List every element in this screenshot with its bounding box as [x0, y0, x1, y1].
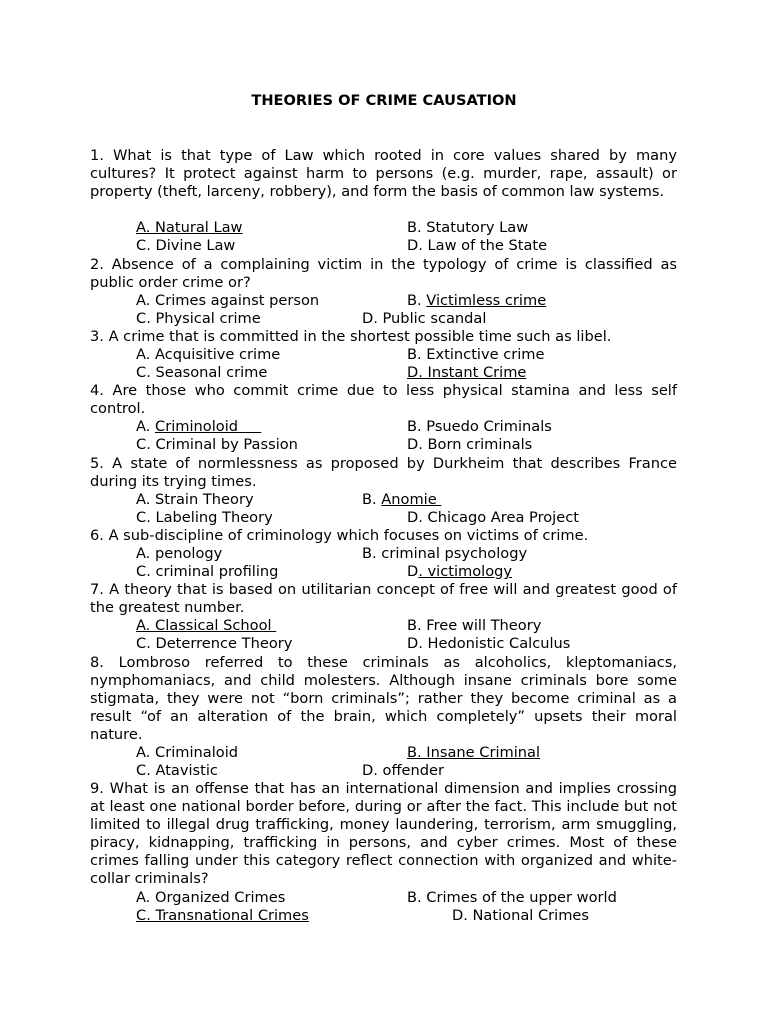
- q1-option-c: C. Divine Law: [136, 237, 236, 254]
- q2-option-c: C. Physical crime: [136, 310, 261, 327]
- q9-option-a: A. Organized Crimes: [136, 889, 286, 906]
- q2-option-b: B. Victimless crime: [407, 292, 547, 309]
- q4-option-a: A. Criminoloid: [136, 418, 262, 435]
- q2-option-a: A. Crimes against person: [136, 292, 320, 309]
- q3-option-b: B. Extinctive crime: [407, 346, 545, 363]
- question-1: 1. What is that type of Law which rooted in core values shared by many cultures? It protect against harm to persons (e.g. murder, rape, assault) or property (theft, larceny, robbery), and form the basis of common law systems.: [90, 147, 677, 201]
- q8-option-b: B. Insane Criminal: [407, 744, 541, 761]
- q3-option-d: D. Instant Crime: [407, 364, 527, 381]
- q4-option-c: C. Criminal by Passion: [136, 436, 298, 453]
- q7-option-d: D. Hedonistic Calculus: [407, 635, 571, 652]
- q2-option-d: D. Public scandal: [362, 310, 487, 327]
- q1-option-a: A. Natural Law: [136, 219, 243, 236]
- question-9: 9. What is an offense that has an international dimension and implies crossing at least one national border before, during or after the fact. This include but not limited to illegal drug trafficking, money laundering, terrorism, arm smuggling, piracy, kidnapping, trafficking in persons, and cyber crimes. Most of these crimes falling under this category reflect connection with organized and white-collar criminals?: [90, 780, 677, 888]
- q5-option-d: D. Chicago Area Project: [407, 509, 579, 526]
- question-3: 3. A crime that is committed in the shortest possible time such as libel.: [90, 328, 612, 345]
- q1-option-b: B. Statutory Law: [407, 219, 529, 236]
- q3-option-c: C. Seasonal crime: [136, 364, 268, 381]
- q8-option-d: D. offender: [362, 762, 444, 779]
- question-2: 2. Absence of a complaining victim in the typology of crime is classified as public order crime or?: [90, 256, 677, 292]
- q4-option-d: D. Born criminals: [407, 436, 533, 453]
- q6-option-d: D. victimology: [407, 563, 513, 580]
- question-6: 6. A sub-discipline of criminology which focuses on victims of crime.: [90, 527, 589, 544]
- q6-option-c: C. criminal profiling: [136, 563, 279, 580]
- q5-option-a: A. Strain Theory: [136, 491, 254, 508]
- q7-option-a: A. Classical School: [136, 617, 277, 634]
- q1-option-d: D. Law of the State: [407, 237, 548, 254]
- q6-option-b: B. criminal psychology: [362, 545, 528, 562]
- q7-option-c: C. Deterrence Theory: [136, 635, 293, 652]
- q7-option-b: B. Free will Theory: [407, 617, 542, 634]
- q4-option-b: B. Psuedo Criminals: [407, 418, 552, 435]
- q6-option-a: A. penology: [136, 545, 223, 562]
- q5-option-b: B. Anomie: [362, 491, 442, 508]
- page-title: THEORIES OF CRIME CAUSATION: [251, 92, 517, 109]
- q9-option-d: D. National Crimes: [452, 907, 590, 924]
- question-8: 8. Lombroso referred to these criminals as alcoholics, kleptomaniacs, nymphomaniacs, and child molesters. Although insane criminals bore some stigmata, they were not “born criminals”; rather they become criminal as a result “of an alteration of the brain, which completely” upsets their moral nature.: [90, 654, 677, 744]
- q5-option-c: C. Labeling Theory: [136, 509, 273, 526]
- question-4: 4. Are those who commit crime due to less physical stamina and less self control.: [90, 382, 677, 418]
- q8-option-c: C. Atavistic: [136, 762, 218, 779]
- q9-option-b: B. Crimes of the upper world: [407, 889, 617, 906]
- question-5: 5. A state of normlessness as proposed by Durkheim that describes France during its trying times.: [90, 455, 677, 491]
- q3-option-a: A. Acquisitive crime: [136, 346, 281, 363]
- q8-option-a: A. Criminaloid: [136, 744, 239, 761]
- q9-option-c: C. Transnational Crimes: [136, 907, 309, 924]
- question-7: 7. A theory that is based on utilitarian concept of free will and greatest good of the greatest number.: [90, 581, 677, 617]
